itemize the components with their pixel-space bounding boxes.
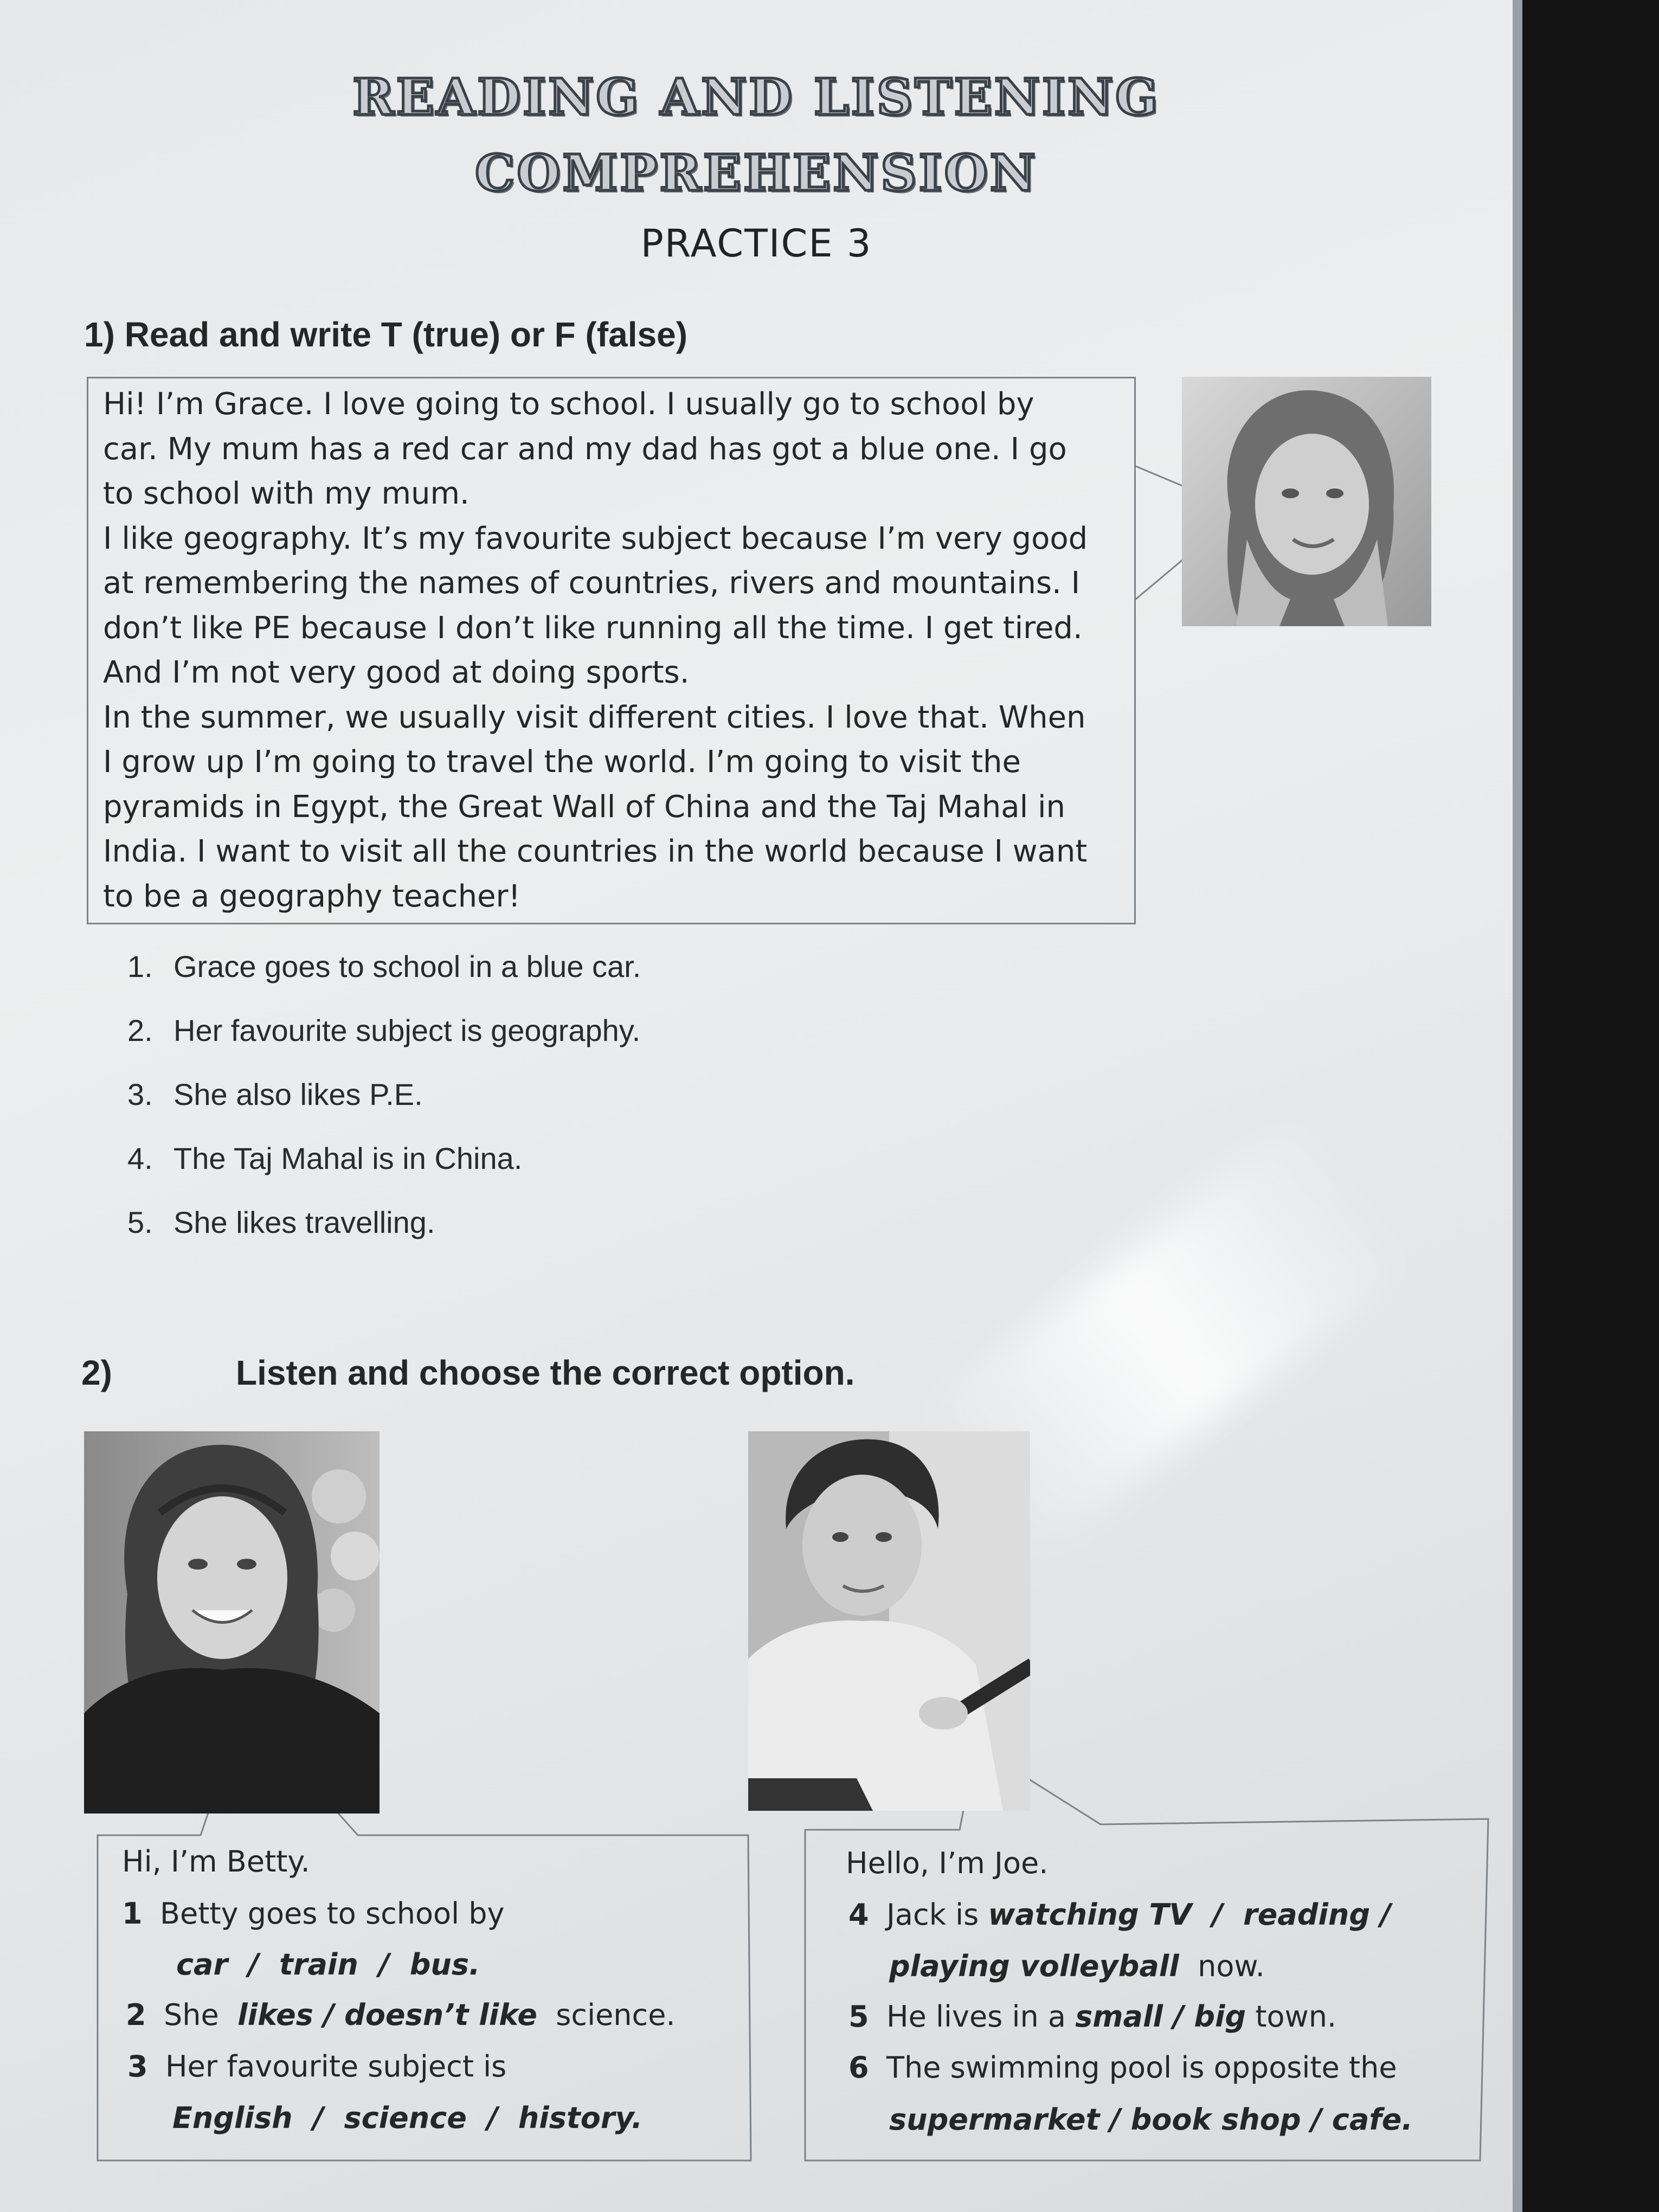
question-number: 1 — [122, 1896, 143, 1931]
joe-question-6-options — [889, 2102, 1413, 2137]
question-text: Jack is — [886, 1898, 979, 1932]
option-reading[interactable]: reading / — [1243, 1898, 1391, 1932]
option-watching-tv[interactable]: watching TV — [988, 1898, 1192, 1932]
question-number: 6 — [848, 2050, 869, 2085]
statement-text: She also likes P.E. — [173, 1077, 423, 1111]
betty-question-1-options: car / train / bus. — [176, 1947, 480, 1982]
option-car[interactable]: car — [176, 1947, 228, 1982]
question-text-end: now. — [1198, 1949, 1265, 1983]
joe-photo — [748, 1431, 1030, 1811]
passage-line: I grow up I’m going to travel the world. I’m going to visit the — [103, 744, 1021, 780]
statement-3 — [127, 1077, 423, 1112]
statement-2 — [127, 1013, 640, 1048]
passage-line: don’t like PE because I don’t like running all the time. I get tired. — [103, 610, 1083, 646]
option-supermarket-bookshop-cafe[interactable]: supermarket / book shop / cafe. — [889, 2102, 1413, 2137]
statement-text: She likes travelling. — [173, 1205, 435, 1239]
betty-question-2 — [126, 1998, 676, 2032]
statement-1 — [127, 949, 641, 984]
passage-line: And I’m not very good at doing sports. — [103, 655, 690, 690]
joe-question-5 — [848, 1999, 1336, 2034]
betty-question-3-options: English / science / history. — [172, 2101, 643, 2135]
passage-line: at remembering the names of countries, rivers and mountains. I — [103, 565, 1081, 601]
passage-line: India. I want to visit all the countries in the world because I want — [103, 834, 1088, 869]
statement-text: The Taj Mahal is in China. — [173, 1141, 523, 1175]
option-english[interactable]: English — [172, 2101, 293, 2135]
joe-question-4-continued — [889, 1949, 1265, 1983]
passage-line: to be a geography teacher! — [103, 878, 520, 914]
reading-passage — [103, 382, 1128, 919]
section-1-heading: 1) Read and write T (true) or F (false) — [84, 315, 688, 354]
option-science[interactable]: science — [344, 2101, 467, 2135]
joe-question-4: 4 Jack is watching TV / reading / — [848, 1898, 1391, 1932]
betty-greeting: Hi, I’m Betty. — [122, 1844, 310, 1879]
section-2-number: 2) — [81, 1353, 112, 1392]
statement-number: 4. — [127, 1141, 153, 1175]
practice-label: PRACTICE 3 — [640, 221, 872, 266]
question-number: 4 — [848, 1898, 869, 1932]
question-text-end: town. — [1255, 1999, 1337, 2034]
passage-line: Hi! I’m Grace. I love going to school. I usually go to school by — [103, 387, 1034, 422]
grace-photo — [1182, 377, 1431, 626]
question-text: He lives in a — [886, 1999, 1066, 2034]
statement-4 — [127, 1141, 522, 1176]
question-number: 3 — [127, 2049, 148, 2084]
option-bus[interactable]: bus. — [409, 1947, 480, 1982]
option-likes-doesnt-like[interactable]: likes / doesn’t like — [237, 1998, 537, 2032]
option-small-big[interactable]: small / big — [1075, 1999, 1246, 2034]
question-text: Her favourite subject is — [165, 2049, 507, 2084]
passage-line: In the summer, we usually visit different cities. I love that. When — [103, 699, 1086, 735]
passage-line: car. My mum has a red car and my dad has got a blue one. I go — [103, 431, 1067, 467]
statement-5 — [127, 1205, 435, 1240]
joe-greeting: Hello, I’m Joe. — [846, 1846, 1049, 1880]
passage-line: I like geography. It’s my favourite subject because I’m very good — [103, 520, 1088, 556]
statement-text: Grace goes to school in a blue car. — [173, 949, 641, 983]
question-number: 2 — [126, 1998, 146, 2032]
joe-question-6 — [848, 2050, 1397, 2085]
question-text: The swimming pool is opposite the — [886, 2050, 1397, 2085]
title-line-2: COMPREHENSION — [475, 144, 1038, 202]
passage-line: pyramids in Egypt, the Great Wall of China and the Taj Mahal in — [103, 789, 1065, 825]
option-history[interactable]: history. — [518, 2101, 643, 2135]
option-train[interactable]: train — [279, 1947, 358, 1982]
statement-number: 5. — [127, 1205, 153, 1239]
statement-number: 3. — [127, 1077, 153, 1111]
title-line-1: READING AND LISTENING — [352, 68, 1160, 126]
question-number: 5 — [848, 1999, 869, 2034]
statement-number: 2. — [127, 1013, 153, 1047]
question-text: She — [164, 1998, 219, 2032]
statement-number: 1. — [127, 949, 153, 983]
betty-photo — [84, 1431, 380, 1814]
statement-text: Her favourite subject is geography. — [173, 1013, 641, 1047]
question-text: Betty goes to school by — [160, 1896, 505, 1931]
passage-line: to school with my mum. — [103, 476, 470, 511]
option-playing-volleyball[interactable]: playing volleyball — [889, 1949, 1179, 1983]
betty-question-3 — [127, 2049, 506, 2084]
page-edge — [1513, 0, 1522, 2212]
betty-question-1 — [122, 1896, 504, 1931]
section-2-heading: Listen and choose the correct option. — [236, 1353, 855, 1392]
question-text-end: science. — [556, 1998, 676, 2032]
